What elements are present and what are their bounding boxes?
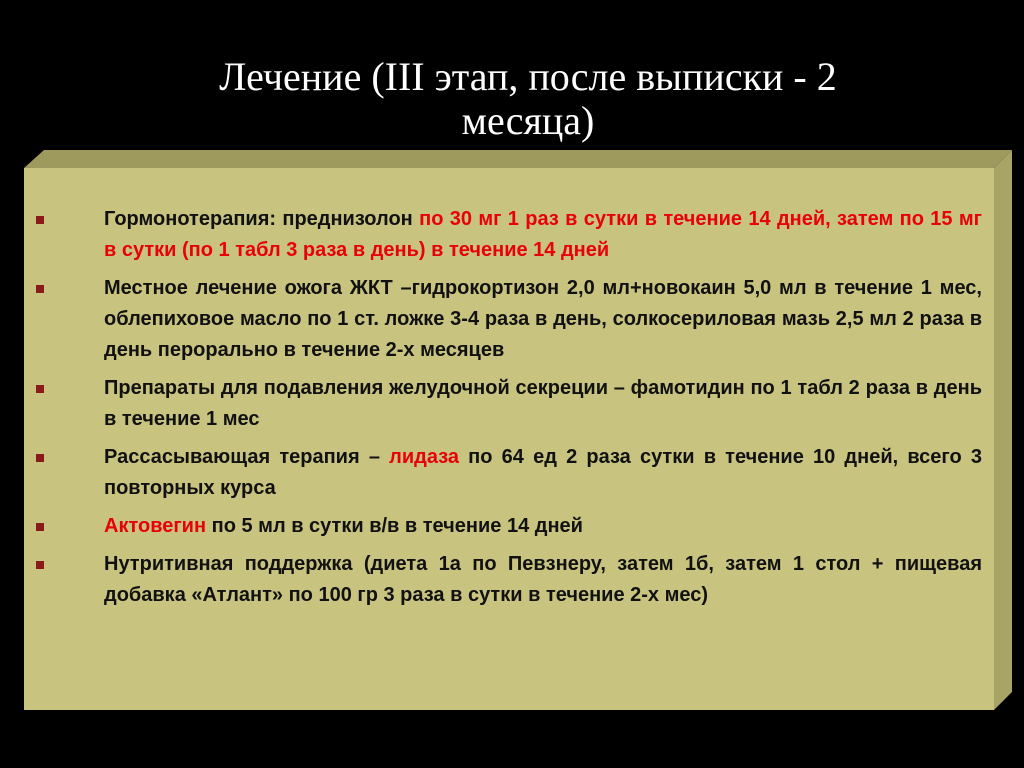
slide-title-line-2: месяца) <box>461 97 595 143</box>
item-text-tail: по 5 мл в сутки в/в в течение 14 дней <box>206 515 583 537</box>
square-bullet-icon <box>36 523 44 531</box>
list-item <box>24 373 982 435</box>
item-text: Нутритивная поддержка (диета 1а по Певзнеру, затем 1б, затем 1 стол + пищевая добавка «Атлант» по 100 гр 3 раза в сутки в течение 2-х мес) <box>104 553 982 606</box>
square-bullet-icon <box>36 216 44 224</box>
item-highlight: лидаза <box>389 446 459 468</box>
square-bullet-icon <box>36 285 44 293</box>
slide-title-line-1: Лечение (III этап, после выписки - 2 <box>219 53 837 99</box>
item-text: Гормонотерапия: преднизолон <box>104 208 420 230</box>
treatment-list <box>24 204 982 618</box>
list-item <box>24 273 982 366</box>
square-bullet-icon <box>36 385 44 393</box>
list-item <box>24 511 982 542</box>
item-text-tail: по 64 ед 2 раза сутки в течение 10 дней, всего 3 повторных курса <box>104 446 982 499</box>
panel-bevel-top <box>24 150 1012 168</box>
item-highlight: по 30 мг 1 раз в сутки в течение 14 дней, затем по 15 мг в сутки (по 1 табл 3 раза в день) в течение 14 дней <box>104 208 982 261</box>
item-highlight: Актовегин <box>104 515 207 537</box>
list-item <box>24 549 982 611</box>
panel-bevel-side <box>994 150 1012 710</box>
item-text: Рассасывающая терапия – <box>104 446 390 468</box>
square-bullet-icon <box>36 454 44 462</box>
list-item <box>24 442 982 504</box>
item-text: Препараты для подавления желудочной секреции – фамотидин по 1 табл 2 раза в день в течение 1 мес <box>104 377 982 430</box>
square-bullet-icon <box>36 561 44 569</box>
list-item <box>24 204 982 266</box>
item-text: Местное лечение ожога ЖКТ –гидрокортизон 2,0 мл+новокаин 5,0 мл в течение 1 мес, облепиховое масло по 1 ст. ложке 3-4 раза в день, солкосериловая мазь 2,5 мл 2 раза в день перорально в течение 2-х месяцев <box>104 277 982 361</box>
